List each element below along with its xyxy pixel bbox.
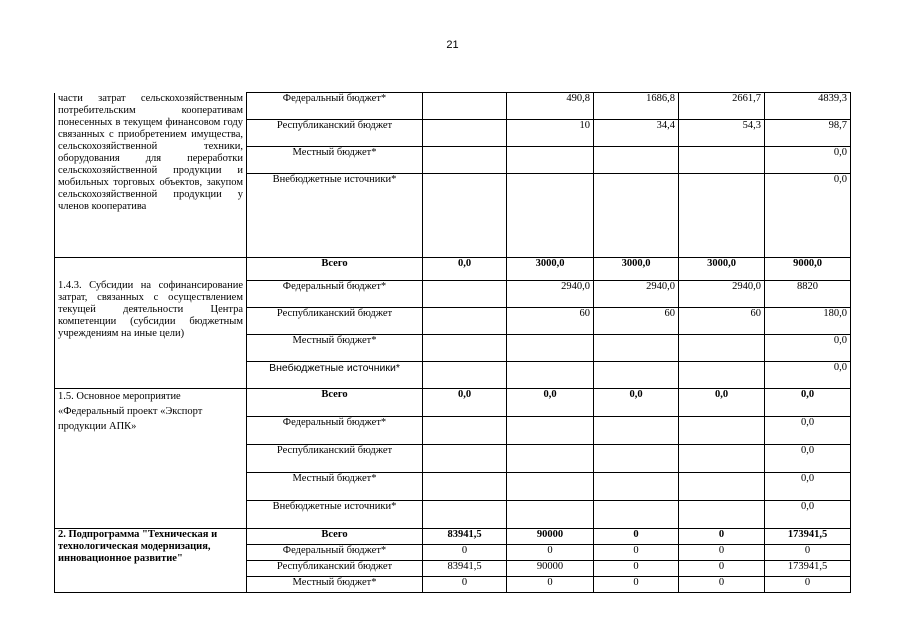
total-cell: 4839,3 <box>765 93 851 120</box>
total-cell: 180,0 <box>765 308 851 335</box>
value-cell <box>679 473 765 501</box>
value-cell <box>423 473 507 501</box>
value-cell <box>594 445 679 473</box>
total-cell: 9000,0 <box>765 258 851 281</box>
source-cell: Местный бюджет* <box>247 335 423 362</box>
value-cell <box>423 281 507 308</box>
value-cell <box>423 501 507 529</box>
total-cell: 173941,5 <box>765 529 851 545</box>
value-cell <box>679 445 765 473</box>
total-cell: 0,0 <box>765 147 851 174</box>
source-cell: Республиканский бюджет <box>247 445 423 473</box>
total-cell: 173941,5 <box>765 561 851 577</box>
measure-name: 1.4.3. Субсидии на софинансирование затрат, связанных с осуществлением текущей деятельности Центра компетенции (субсидии бюджетным учреждениям на иные цели) <box>55 258 247 389</box>
total-cell: 0,0 <box>765 445 851 473</box>
value-cell <box>507 445 594 473</box>
value-cell <box>507 417 594 445</box>
value-cell: 3000,0 <box>507 258 594 281</box>
source-cell: Всего <box>247 389 423 417</box>
table-row <box>55 389 851 417</box>
value-cell <box>507 174 594 258</box>
source-cell: Всего <box>247 258 423 281</box>
value-cell <box>423 445 507 473</box>
budget-table <box>54 92 851 593</box>
value-cell <box>679 335 765 362</box>
value-cell: 2940,0 <box>507 281 594 308</box>
value-cell <box>679 174 765 258</box>
total-cell: 0 <box>765 545 851 561</box>
value-cell: 0 <box>594 561 679 577</box>
value-cell <box>679 362 765 389</box>
value-cell <box>594 362 679 389</box>
source-cell: Внебюджетные источники* <box>247 501 423 529</box>
value-cell <box>507 473 594 501</box>
value-cell <box>594 501 679 529</box>
total-cell: 0,0 <box>765 389 851 417</box>
source-cell: Внебюджетные источники* <box>247 362 423 389</box>
source-cell: Местный бюджет* <box>247 473 423 501</box>
value-cell <box>507 147 594 174</box>
total-cell: 0,0 <box>765 335 851 362</box>
value-cell: 0 <box>423 577 507 593</box>
value-cell: 0 <box>679 545 765 561</box>
value-cell <box>594 147 679 174</box>
value-cell: 90000 <box>507 529 594 545</box>
value-cell: 0 <box>594 577 679 593</box>
value-cell: 0 <box>594 529 679 545</box>
value-cell: 60 <box>679 308 765 335</box>
source-cell: Республиканский бюджет <box>247 120 423 147</box>
value-cell <box>594 417 679 445</box>
source-cell: Республиканский бюджет <box>247 561 423 577</box>
value-cell: 34,4 <box>594 120 679 147</box>
source-cell: Федеральный бюджет* <box>247 417 423 445</box>
value-cell <box>423 417 507 445</box>
value-cell <box>423 362 507 389</box>
value-cell: 0,0 <box>594 389 679 417</box>
value-cell: 54,3 <box>679 120 765 147</box>
source-cell: Всего <box>247 529 423 545</box>
measure-name: 1.5. Основное мероприятие «Федеральный проект «Экспорт продукции АПК» <box>55 389 247 529</box>
value-cell: 1686,8 <box>594 93 679 120</box>
total-cell: 0,0 <box>765 174 851 258</box>
value-cell: 0 <box>423 545 507 561</box>
total-cell: 98,7 <box>765 120 851 147</box>
value-cell <box>594 473 679 501</box>
subprogram-name: 2. Подпрограмма "Техническая и технологическая модернизация, инновационное развитие" <box>55 529 247 593</box>
source-cell: Внебюджетные источники* <box>247 174 423 258</box>
value-cell: 0 <box>679 561 765 577</box>
value-cell: 60 <box>594 308 679 335</box>
value-cell: 0 <box>679 529 765 545</box>
value-cell <box>423 147 507 174</box>
value-cell: 3000,0 <box>679 258 765 281</box>
total-cell: 8820 <box>765 281 851 308</box>
value-cell <box>423 120 507 147</box>
value-cell <box>679 501 765 529</box>
value-cell <box>507 335 594 362</box>
source-cell: Местный бюджет* <box>247 577 423 593</box>
value-cell <box>679 417 765 445</box>
value-cell: 60 <box>507 308 594 335</box>
value-cell: 0,0 <box>423 258 507 281</box>
table-row <box>55 258 851 281</box>
source-cell: Федеральный бюджет* <box>247 545 423 561</box>
total-cell: 0,0 <box>765 501 851 529</box>
value-cell: 2661,7 <box>679 93 765 120</box>
measure-name: части затрат сельскохозяйственным потребительским кооперативам понесенных в текущем финансовом году связанных с приобретением имущества, сельскохозяйственной техники, оборудования для переработки сельскохозяйственной продукции и мобильных торговых объектов, закупом сельскохозяйственной продукции у членов кооператива <box>55 93 247 258</box>
value-cell <box>507 362 594 389</box>
source-cell: Федеральный бюджет* <box>247 93 423 120</box>
value-cell: 90000 <box>507 561 594 577</box>
value-cell: 490,8 <box>507 93 594 120</box>
value-cell: 0 <box>594 545 679 561</box>
page-number: 21 <box>446 39 459 51</box>
source-cell: Местный бюджет* <box>247 147 423 174</box>
value-cell: 83941,5 <box>423 529 507 545</box>
value-cell <box>423 308 507 335</box>
value-cell <box>423 174 507 258</box>
total-cell: 0,0 <box>765 362 851 389</box>
value-cell: 3000,0 <box>594 258 679 281</box>
source-cell: Федеральный бюджет* <box>247 281 423 308</box>
value-cell: 0 <box>507 577 594 593</box>
value-cell: 0 <box>679 577 765 593</box>
table-row <box>55 93 851 120</box>
value-cell <box>423 335 507 362</box>
value-cell <box>679 147 765 174</box>
total-cell: 0 <box>765 577 851 593</box>
value-cell: 2940,0 <box>594 281 679 308</box>
value-cell: 2940,0 <box>679 281 765 308</box>
value-cell: 0,0 <box>423 389 507 417</box>
total-cell: 0,0 <box>765 417 851 445</box>
value-cell <box>507 501 594 529</box>
table-row <box>55 529 851 545</box>
value-cell <box>594 335 679 362</box>
value-cell <box>594 174 679 258</box>
value-cell: 83941,5 <box>423 561 507 577</box>
total-cell: 0,0 <box>765 473 851 501</box>
value-cell <box>423 93 507 120</box>
value-cell: 0,0 <box>679 389 765 417</box>
value-cell: 0 <box>507 545 594 561</box>
value-cell: 10 <box>507 120 594 147</box>
value-cell: 0,0 <box>507 389 594 417</box>
source-cell: Республиканский бюджет <box>247 308 423 335</box>
